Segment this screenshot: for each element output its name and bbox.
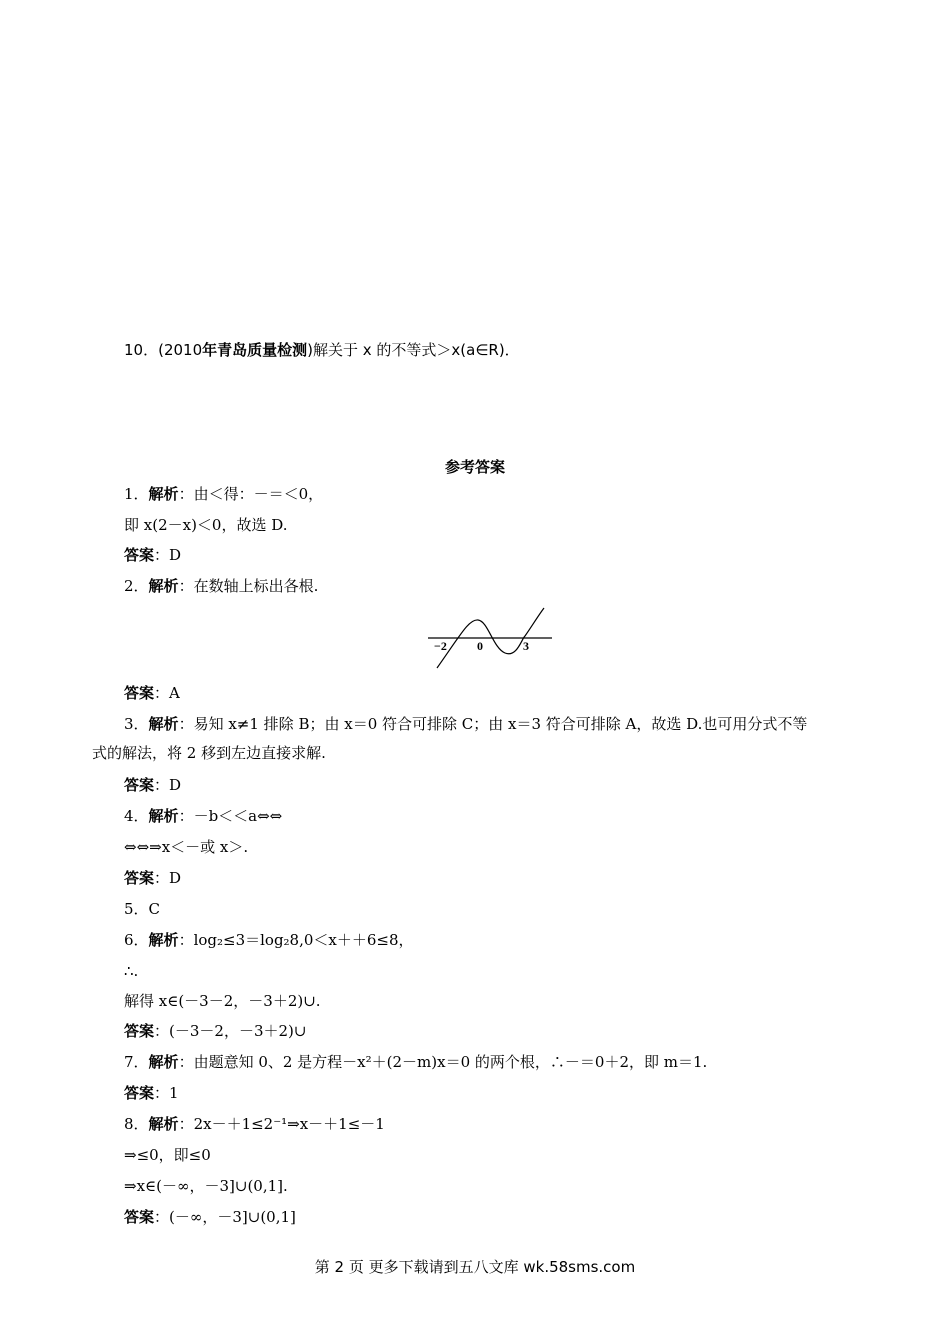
answer-line: 答案：(－∞，－3]∪(0,1]	[124, 1208, 296, 1226]
answer-line: 答案：D	[124, 546, 182, 564]
answer-line: 即 x(2－x)＜0，故选 D.	[124, 516, 288, 534]
number-line-graph	[426, 606, 556, 672]
page-footer: 第 2 页 更多下载请到五八文库 wk.58sms.com	[314, 1258, 636, 1276]
answer-section-title: 参考答案	[444, 458, 505, 476]
answer-line: 4．解析：－b＜＜a⇔⇔	[124, 807, 283, 825]
answer-line: ⇔⇔⇒x＜－或 x＞.	[124, 838, 249, 856]
answer-line: 答案：D	[124, 776, 182, 794]
answer-line: 答案：D	[124, 869, 182, 887]
answer-line: 解得 x∈(－3－2，－3＋2)∪.	[124, 992, 321, 1010]
answer-line: 2．解析：在数轴上标出各根.	[124, 577, 319, 595]
answer-line: 式的解法，将 2 移到左边直接求解.	[92, 744, 326, 762]
question-10	[124, 340, 520, 360]
answer-line: 答案：A	[124, 684, 180, 702]
root-label-neg2: −2	[434, 639, 447, 653]
answer-line: 5．C	[124, 900, 161, 918]
answer-line: ∴.	[124, 962, 139, 980]
answer-line: 7．解析：由题意知 0、2 是方程－x²＋(2－m)x＝0 的两个根，∴－＝0＋2，即 m＝1.	[124, 1053, 708, 1071]
answer-line: 8．解析：2x－＋1≤2⁻¹⇒x－＋1≤－1	[124, 1115, 385, 1133]
answer-line: 3．解析：易知 x≠1 排除 B；由 x＝0 符合可排除 C；由 x＝3 符合可排除 A，故选 D.也可用分式不等	[124, 715, 808, 733]
answer-line: 1．解析：由＜得：－＝＜0，	[124, 485, 324, 503]
question-number: 10．(2010	[124, 341, 203, 359]
root-label-3: 3	[523, 639, 529, 653]
answer-line: ⇒≤0，即≤0	[124, 1146, 211, 1164]
question-source: 年青岛质量检测	[202, 341, 308, 359]
question-text: )解关于 x 的不等式＞x(a∈R)．	[307, 341, 520, 359]
answer-line: 答案：(－3－2，－3＋2)∪	[124, 1022, 307, 1040]
root-label-0: 0	[477, 639, 483, 653]
answer-line: 6．解析：log₂≤3＝log₂8,0＜x＋＋6≤8，	[124, 931, 414, 949]
answer-line: ⇒x∈(－∞，－3]∪(0,1].	[124, 1177, 288, 1195]
answer-line: 答案：1	[124, 1084, 179, 1102]
